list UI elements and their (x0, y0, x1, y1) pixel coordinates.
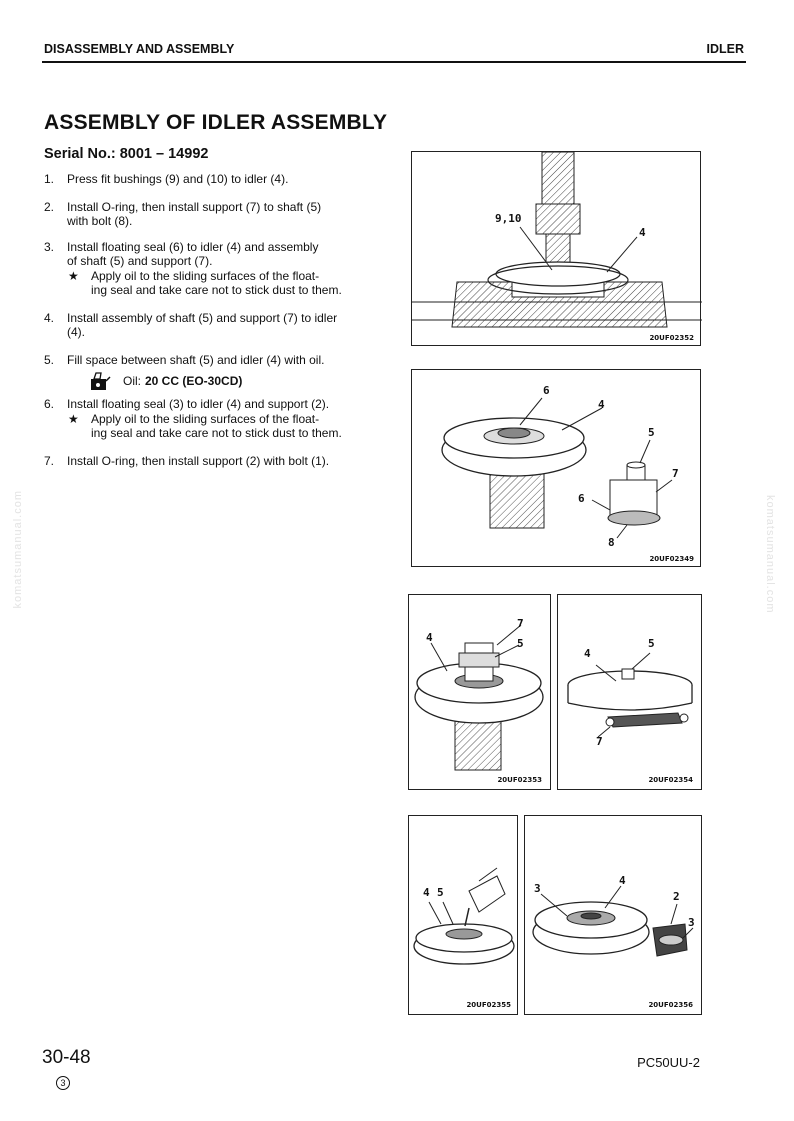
note-text: Apply oil to the sliding surfaces of the float- (91, 269, 320, 283)
step-number: 1. (44, 172, 55, 186)
figure-seal-support (524, 815, 702, 1015)
callout-idler: 4 (639, 226, 646, 239)
step-text: (4). (67, 325, 85, 339)
figure-code: 20UF02352 (649, 334, 694, 342)
callout-idler: 4 (619, 874, 626, 887)
component-header: IDLER (706, 42, 744, 56)
callout-shaft: 5 (517, 637, 524, 650)
note-text: ing seal and take care not to stick dust to them. (91, 426, 342, 440)
note-text: Apply oil to the sliding surfaces of the float- (91, 412, 320, 426)
step-text: Fill space between shaft (5) and idler (4) with oil. (67, 353, 325, 367)
figure-code: 20UF02356 (648, 1001, 693, 1009)
callout-support: 2 (673, 890, 680, 903)
assembly-steps (44, 172, 384, 468)
figure-code: 20UF02355 (466, 1001, 511, 1009)
oil-label: Oil: (123, 374, 141, 388)
step-text: Install O-ring, then install support (2) with bolt (1). (67, 454, 330, 468)
serial-number: Serial No.: 8001 – 14992 (44, 146, 209, 162)
figure-press-fit (411, 151, 701, 346)
step-7 (44, 454, 384, 468)
step-text: Install floating seal (3) to idler (4) and support (2). (67, 397, 330, 411)
floating-seal-illustration (412, 370, 702, 568)
step-note (67, 412, 384, 440)
callout-bolt: 8 (608, 536, 615, 549)
page-title: ASSEMBLY OF IDLER ASSEMBLY (44, 111, 388, 134)
oil-can-icon (89, 371, 111, 391)
figure-code: 20UF02353 (497, 776, 542, 784)
idler-side-illustration (558, 595, 703, 791)
callout-floating-seal: 6 (543, 384, 550, 397)
callout-floating-seal: 6 (578, 492, 585, 505)
figure-shaft-to-idler (408, 594, 551, 790)
step-1 (44, 172, 384, 186)
step-text: Press fit bushings (9) and (10) to idler (4). (67, 172, 289, 186)
callout-support: 7 (672, 467, 679, 480)
callout-shaft: 5 (648, 426, 655, 439)
step-number: 4. (44, 311, 55, 325)
revision-badge: 3 (56, 1076, 70, 1090)
step-text: Install O-ring, then install support (7) to shaft (5) (67, 200, 322, 214)
figure-code: 20UF02354 (648, 776, 693, 784)
callout-floating-seal: 3 (688, 916, 695, 929)
figure-code: 20UF02349 (649, 555, 694, 563)
note-text: ing seal and take care not to stick dust to them. (91, 283, 342, 297)
star-icon: ★ (68, 412, 79, 426)
callout-idler: 4 (423, 886, 430, 899)
callout-bushings: 9,10 (495, 212, 522, 225)
step-number: 7. (44, 454, 55, 468)
step-number: 2. (44, 200, 55, 214)
step-text: Install floating seal (6) to idler (4) and assembly (67, 240, 319, 254)
callout-floating-seal: 3 (534, 882, 541, 895)
oil-fill-illustration (409, 816, 519, 1016)
step-text: with bolt (8). (67, 214, 133, 228)
step-text: of shaft (5) and support (7). (67, 254, 213, 268)
step-4 (44, 311, 384, 339)
step-number: 3. (44, 240, 55, 254)
oil-value: 20 CC (EO-30CD) (145, 374, 243, 388)
step-text: Install assembly of shaft (5) and support (7) to idler (67, 311, 338, 325)
callout-support: 7 (517, 617, 524, 630)
step-2 (44, 200, 384, 228)
machine-model: PC50UU-2 (637, 1055, 700, 1070)
callout-support: 7 (596, 735, 603, 748)
step-5 (44, 353, 384, 391)
step-6 (44, 397, 384, 440)
figure-oil-fill (408, 815, 518, 1015)
figure-idler-side (557, 594, 702, 790)
press-fit-illustration (412, 152, 702, 347)
step-note (67, 269, 384, 297)
section-header: DISASSEMBLY AND ASSEMBLY (44, 42, 235, 56)
header-rule (42, 61, 746, 63)
page-number: 30-48 (42, 1047, 91, 1068)
oil-spec (89, 371, 384, 391)
watermark-left: komatsumanual.com (12, 490, 24, 609)
figure-floating-seal (411, 369, 701, 567)
step-number: 5. (44, 353, 55, 367)
callout-idler: 4 (598, 398, 605, 411)
star-icon: ★ (68, 269, 79, 283)
seal-support-illustration (525, 816, 703, 1016)
watermark-right: komatsumanual.com (764, 495, 776, 614)
shaft-to-idler-illustration (409, 595, 552, 791)
step-number: 6. (44, 397, 55, 411)
callout-shaft: 5 (437, 886, 444, 899)
callout-idler: 4 (426, 631, 433, 644)
callout-shaft: 5 (648, 637, 655, 650)
callout-idler: 4 (584, 647, 591, 660)
step-3 (44, 240, 384, 297)
